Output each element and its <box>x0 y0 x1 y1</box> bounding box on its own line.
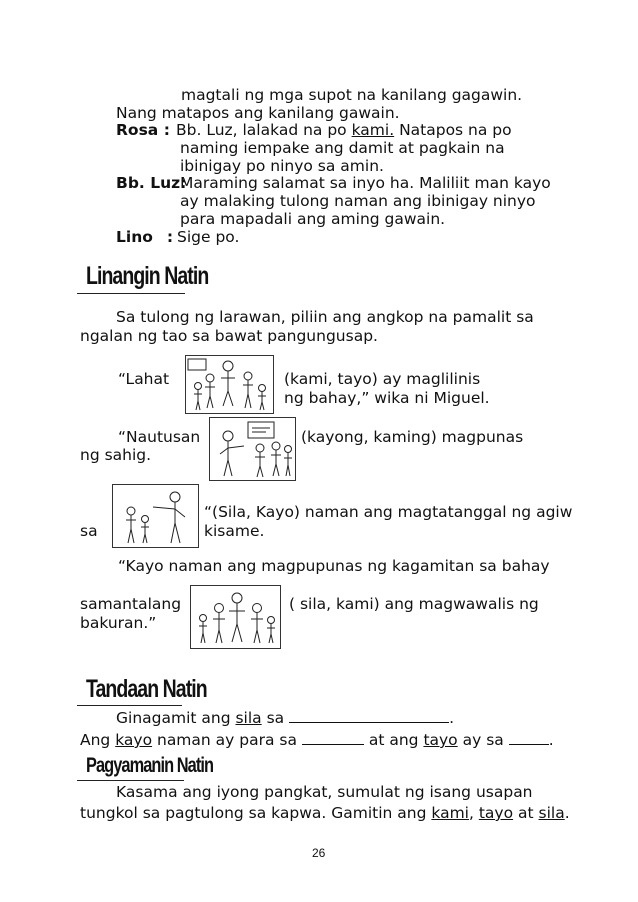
item3-text-b: kisame. <box>204 522 265 540</box>
speaker-rosa: Rosa : <box>116 121 170 139</box>
underlined-tayo: tayo <box>423 731 458 749</box>
rosa-line-2: naming iempake ang damit at pagkain na <box>180 139 505 157</box>
heading-linangin-natin: Linangin Natin <box>86 262 209 290</box>
page-number: 26 <box>312 846 326 860</box>
illustration-children-pointing <box>112 484 199 548</box>
dialogue-line: magtali ng mga supot na kanilang gagawin. <box>181 86 523 104</box>
luz-line-2: ay malaking tulong naman ang ibinigay ninyo <box>180 192 536 210</box>
underlined-kami: kami. <box>351 121 395 139</box>
item1-text-a: “Lahat <box>118 370 170 388</box>
item3-text-a: “(Sila, Kayo) naman ang magtatanggal ng agiw <box>204 503 573 521</box>
item4-text-b: samantalang <box>80 595 182 613</box>
underlined-sila: sila <box>235 709 262 727</box>
tandaan-line-2: Ang kayo naman ay para sa at ang tayo ay sa . <box>80 731 554 749</box>
item1-text-c: ng bahay,” wika ni Miguel. <box>284 389 490 407</box>
pagyamanin-line-1: Kasama ang iyong pangkat, sumulat ng isang usapan <box>116 783 533 801</box>
dialogue-line: Nang matapos ang kanilang gawain. <box>116 104 400 122</box>
heading-underline <box>77 293 185 294</box>
luz-line-1: Maraming salamat sa inyo ha. Maliliit man kayo <box>180 174 551 192</box>
illustration-family-cleaning <box>185 355 274 414</box>
pagyamanin-line-2: tungkol sa pagtulong sa kapwa. Gamitin ang kami, tayo at sila. <box>80 804 570 822</box>
lino-line-1: Sige po. <box>177 228 240 246</box>
tandaan-line-1: Ginagamit ang sila sa . <box>116 709 455 727</box>
item2-text-a: “Nautusan <box>118 428 201 446</box>
heading-underline <box>77 705 182 706</box>
heading-pagyamanin-natin: Pagyamanin Natin <box>86 754 214 777</box>
instruction-line-2: ngalan ng tao sa bawat pangungusap. <box>80 327 378 345</box>
fill-in-blank[interactable] <box>289 709 449 723</box>
instruction-line-1: Sa tulong ng larawan, piliin ang angkop na pamalit sa <box>116 308 534 326</box>
item2-text-c: ng sahig. <box>80 446 152 464</box>
speaker-lino: Lino : <box>116 228 174 246</box>
item1-text-b: (kami, tayo) ay maglilinis <box>284 370 481 388</box>
underlined-kayo: kayo <box>115 731 153 749</box>
fill-in-blank[interactable] <box>509 731 549 745</box>
heading-underline <box>77 780 184 781</box>
underlined-kami: kami <box>431 804 469 822</box>
item4-text-a: “Kayo naman ang magpupunas ng kagamitan sa bahay <box>118 557 550 575</box>
underlined-tayo: tayo <box>478 804 514 822</box>
rosa-line-3: ibinigay po ninyo sa amin. <box>180 157 384 175</box>
item4-text-d: bakuran.” <box>80 614 157 632</box>
speaker-bb-luz: Bb. Luz: <box>116 174 187 192</box>
underlined-sila: sila <box>538 804 565 822</box>
item4-text-c: ( sila, kami) ang magwawalis ng <box>289 595 539 613</box>
illustration-children-instructed <box>209 417 296 481</box>
item2-text-b: (kayong, kaming) magpunas <box>301 428 524 446</box>
rosa-line-1: Bb. Luz, lalakad na po kami. Natapos na po <box>176 121 512 139</box>
item3-text-sa: sa <box>80 522 98 540</box>
illustration-family-group <box>190 585 281 649</box>
fill-in-blank[interactable] <box>302 731 364 745</box>
heading-tandaan-natin: Tandaan Natin <box>86 675 207 703</box>
luz-line-3: para mapadali ang aming gawain. <box>180 210 446 228</box>
